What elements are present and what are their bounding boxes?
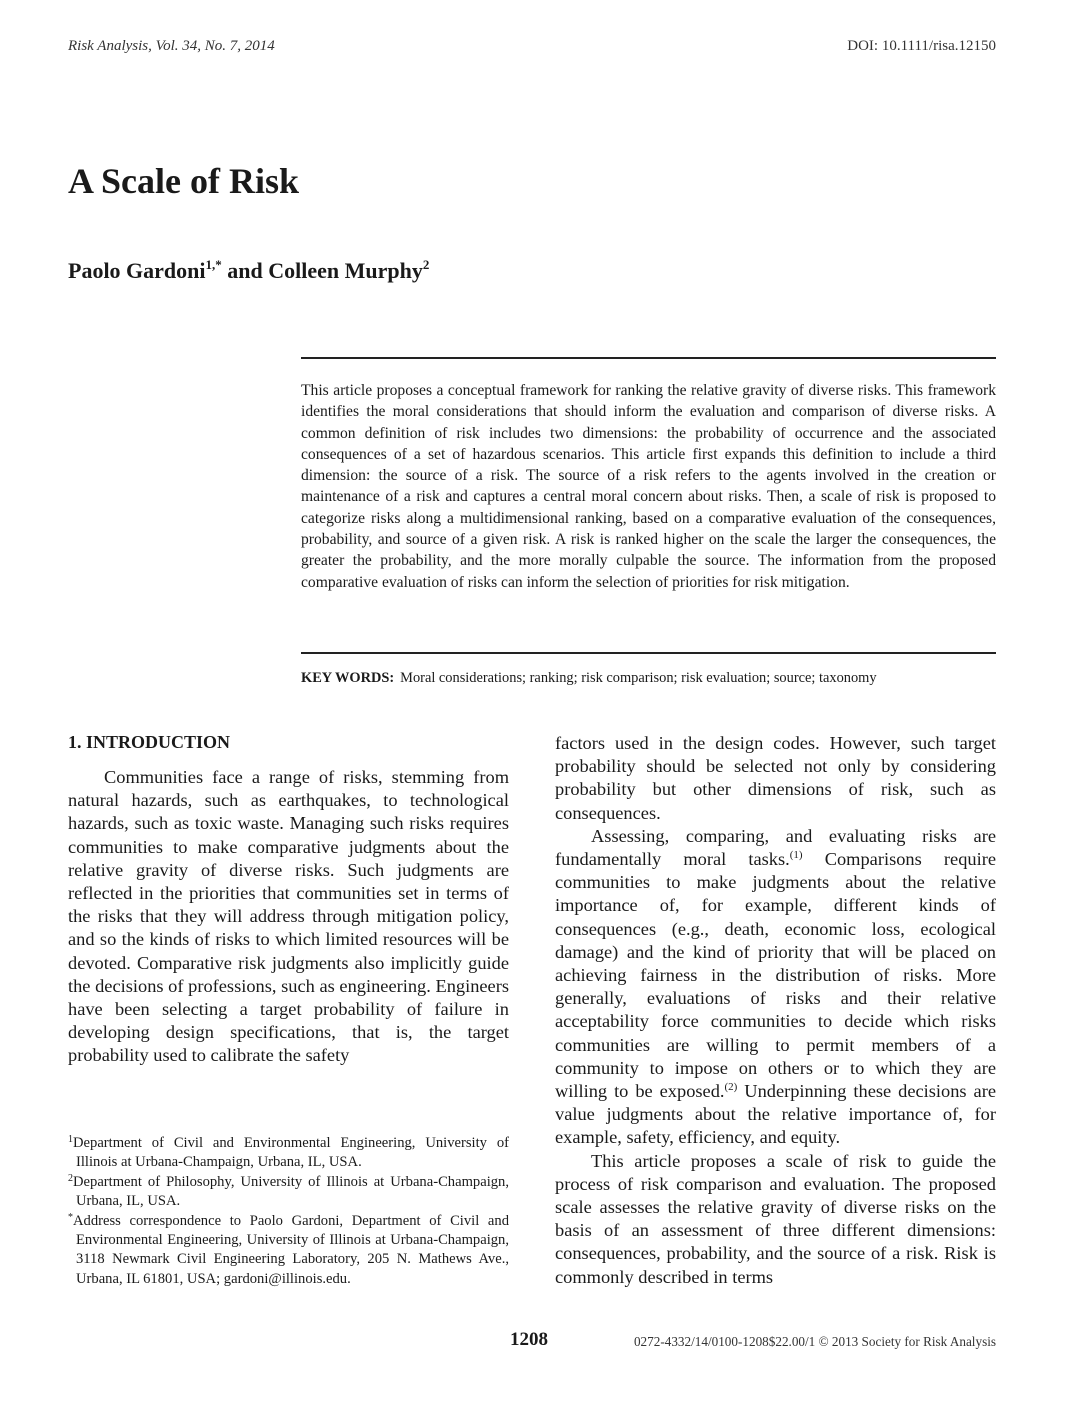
footnote: [68, 1173, 509, 1212]
abstract: This article proposes a conceptual framework for ranking the relative gravity of diverse risks. This framework identifies the moral considerations that should inform the evaluation and comparison of diverse risks. A common definition of risk includes two dimensions: the probability of occurrence and the associated consequences of a set of hazardous scenarios. This article first expands this definition to include a third dimension: the source of a risk. The source of a risk refers to the agents involved in the creation or maintenance of a risk and captures a central moral concern about risks. Then, a scale of risk is proposed to categorize risks along a multidimensional ranking, based on a comparative evaluation of the consequences, probability, and source of a given risk. A risk is ranked higher on the scale the larger the consequences, the greater the probability, and the more morally culpable the source. The information from the proposed comparative evaluation of risks can inform the selection of priorities for risk mitigation.: [301, 382, 996, 591]
footnote-mark: *: [68, 1211, 73, 1223]
footnote-text: Department of Philosophy, University of Illinois at Urbana-Champaign, Urbana, IL, USA.: [73, 1173, 509, 1210]
author-joiner: and: [221, 258, 269, 283]
page-number: 1208: [510, 1329, 548, 1350]
body-text: Comparisons require communities to make judgments about the relative importance of, for example, different kinds of consequences (e.g., death, economic loss, ecological damage) and the kind of priority that will be placed on achieving fairness in the distribution of risks. More generally, evaluations of risks and their relative acceptability force communities to decide which risks communities are willing to permit members of a community to impose on others or to which they are willing to be exposed.: [555, 849, 996, 1102]
footnote-text: Department of Civil and Environmental Engineering, University of Illinois at Urbana-Champaign, Urbana, IL, USA.: [73, 1135, 509, 1171]
footnote: [68, 1134, 509, 1173]
footnotes: [68, 1134, 509, 1289]
footnote: [68, 1212, 509, 1290]
right-column: [555, 732, 996, 1289]
journal-citation: Risk Analysis, Vol. 34, No. 7, 2014: [68, 38, 275, 54]
body-paragraph: Communities face a range of risks, stemming from natural hazards, such as earthquakes, to technological hazards, such as toxic waste. Managing such risks requires communities to make comparative judgments about the relative gravity of diverse risks. Such judgments are reflected in the priorities that communities set in terms of the risks that they will address through mitigation policy, and so the kinds of risks to which limited resources will be devoted. Comparative risk judgments also implicitly guide the decisions of professions, such as engineering. Engineers have been selecting a target probability of failure in developing design specifications, that is, the target probability used to calibrate the safety: [68, 767, 509, 1066]
abstract-top-rule: [301, 357, 996, 359]
paper-title: A Scale of Risk: [68, 161, 300, 201]
affiliation-mark: 2: [422, 257, 430, 272]
body-text: Assessing, comparing, and evaluating risks are fundamentally moral tasks.: [555, 825, 996, 870]
citation-ref: (2): [724, 1081, 738, 1094]
keywords-text: Moral considerations; ranking; risk comparison; risk evaluation; source; taxonomy: [400, 670, 877, 686]
author-name: Colleen Murphy: [268, 258, 423, 283]
footnote-mark: 2: [68, 1172, 73, 1184]
doi: DOI: 10.1111/risa.12150: [847, 38, 996, 54]
affiliation-mark: 1,*: [205, 257, 222, 272]
footnote-text: Address correspondence to Paolo Gardoni, Department of Civil and Environmental Engineering, University of Illinois at Urbana-Champaign, 3118 Newmark Civil Engineering Laboratory, 205 N. Mathews Ave., Urbana, IL 61801, USA; gardoni@illinois.edu.: [73, 1212, 509, 1287]
citation-ref: (1): [789, 849, 803, 862]
body-paragraph: [555, 825, 996, 1150]
copyright-line: 0272-4332/14/0100-1208$22.00/1 © 2013 Society for Risk Analysis: [633, 1334, 996, 1349]
keywords-label: KEY WORDS:: [301, 670, 395, 686]
body-text: Underpinning these decisions are value judgments about the relative importance of, for example, safety, efficiency, and equity.: [555, 1081, 996, 1148]
keywords: [301, 670, 1001, 687]
body-paragraph: factors used in the design codes. However, such target probability should be selected not only by considering probability but other dimensions of risk, such as consequences.: [555, 733, 996, 823]
footnote-mark: 1: [68, 1134, 73, 1145]
abstract-bottom-rule: [301, 652, 996, 654]
body-paragraph: This article proposes a scale of risk to guide the process of risk comparison and evaluation. The proposed scale assesses the relative gravity of diverse risks on the basis of an assessment of three different dimensions: consequences, probability, and the source of a risk. Risk is commonly described in terms: [555, 1150, 996, 1287]
author-line: [68, 258, 429, 284]
section-heading: 1. INTRODUCTION: [68, 732, 231, 752]
author-name: Paolo Gardoni: [68, 258, 206, 283]
